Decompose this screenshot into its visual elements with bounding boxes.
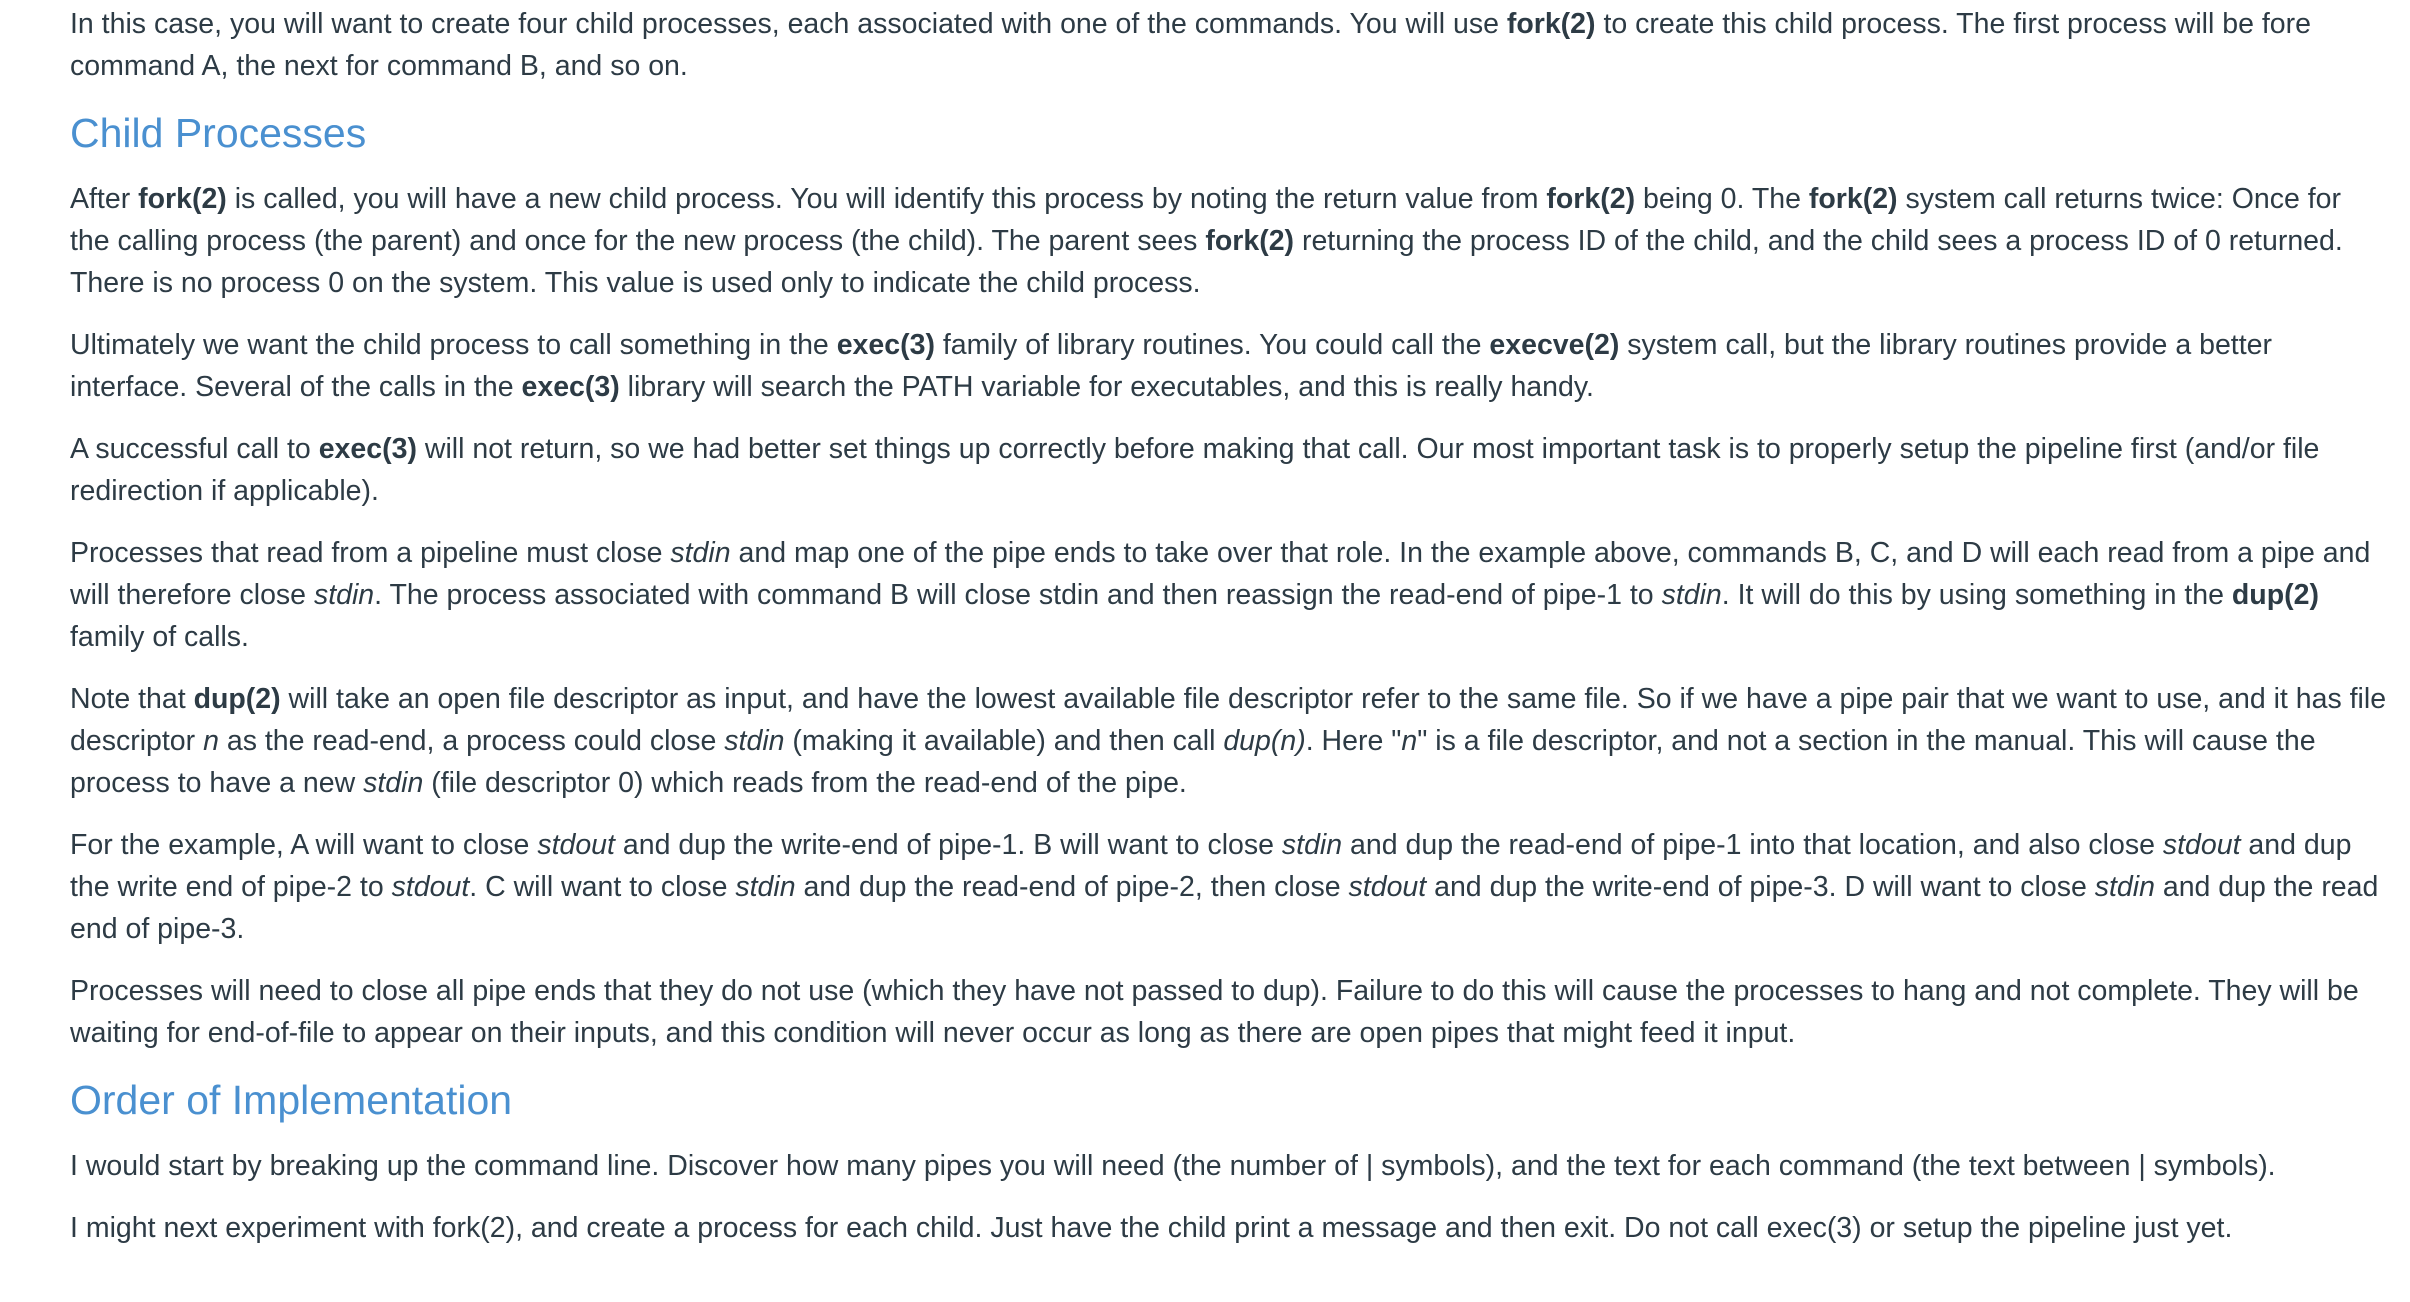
italic-term: n — [1401, 725, 1418, 757]
text-run: system call, but the library routines provide a better interface. Several of the calls in the — [70, 329, 2272, 403]
bold-term: execve(2) — [1489, 329, 1620, 361]
text-run: being 0. The — [1635, 183, 1809, 215]
paragraph — [70, 3, 2388, 87]
text-run: . Here " — [1305, 725, 1402, 757]
paragraph — [70, 532, 2388, 658]
italic-term: stdin — [670, 537, 731, 569]
text-run: (making it available) and then call — [784, 725, 1224, 757]
text-run: family of calls. — [70, 621, 249, 653]
text-run: will not return, so we had better set things up correctly before making that call. Our most important task is to properly setup the pipeline first (and/or file redirection if applicable). — [70, 433, 2320, 507]
text-run: . C will want to close — [469, 871, 736, 903]
text-run: and dup the read-end of pipe-2, then close — [795, 871, 1349, 903]
bold-term: exec(3) — [521, 371, 620, 403]
text-run: For the example, A will want to close — [70, 829, 538, 861]
italic-term: stdin — [1661, 579, 1722, 611]
text-run: I would start by breaking up the command line. Discover how many pipes you will need (the number of | symbols), and the text for each command (the text between | symbols). — [70, 1150, 2276, 1182]
text-run: . It will do this by using something in the — [1721, 579, 2232, 611]
paragraph — [70, 1145, 2388, 1187]
text-run: Note that — [70, 683, 194, 715]
paragraph — [70, 1207, 2388, 1249]
section-heading: Child Processes — [70, 110, 367, 156]
text-run: family of library routines. You could call the — [934, 329, 1490, 361]
italic-term: stdin — [735, 871, 796, 903]
bold-term: fork(2) — [138, 183, 227, 215]
italic-term: stdout — [1348, 871, 1427, 903]
text-run: system call returns twice: Once for the calling process (the parent) and once for the new process (the child). The parent sees — [70, 183, 2342, 257]
text-run: Ultimately we want the child process to call something in the — [70, 329, 837, 361]
bold-term: dup(2) — [193, 683, 281, 715]
paragraph — [70, 324, 2388, 408]
text-run: library will search the PATH variable for executables, and this is really handy. — [619, 371, 1594, 403]
bold-term: fork(2) — [1205, 225, 1295, 257]
bold-term: dup(2) — [2231, 579, 2319, 611]
text-run: and dup the write-end of pipe-1. B will want to close — [614, 829, 1282, 861]
text-run: I might next experiment with fork(2), and create a process for each child. Just have the child print a message and then exit. Do not call exec(3) or setup the pipeline just yet. — [70, 1212, 2233, 1244]
bold-term: exec(3) — [836, 329, 935, 361]
paragraph — [70, 428, 2388, 512]
paragraph — [70, 178, 2388, 304]
text-run: A successful call to — [70, 433, 319, 465]
text-run: . The process associated with command B will close stdin and then reassign the read-end of pipe-1 to — [374, 579, 1662, 611]
text-run: as the read-end, a process could close — [218, 725, 725, 757]
italic-term: stdout — [2162, 829, 2241, 861]
italic-term: n — [203, 725, 219, 757]
text-run: and dup the read-end of pipe-1 into that location, and also close — [1342, 829, 2163, 861]
italic-term: stdin — [724, 725, 785, 757]
bold-term: fork(2) — [1546, 183, 1636, 215]
section-heading: Order of Implementation — [70, 1077, 513, 1123]
text-run: In this case, you will want to create four child processes, each associated with one of the commands. You will use — [70, 8, 1507, 40]
paragraph — [70, 970, 2388, 1054]
text-run: After — [70, 183, 139, 215]
italic-term: stdin — [2094, 871, 2155, 903]
text-run: " is a file descriptor, and not a section in the manual. This will cause the process to have a new — [70, 725, 2316, 799]
bold-term: fork(2) — [1808, 183, 1898, 215]
paragraph — [70, 824, 2388, 950]
italic-term: stdout — [391, 871, 470, 903]
text-run: and dup the write end of pipe-2 to — [70, 829, 2352, 903]
text-run: to create this child process. The first process will be fore command A, the next for command B, and so on. — [70, 8, 2311, 82]
text-run: and dup the write-end of pipe-3. D will want to close — [1426, 871, 2095, 903]
paragraph — [70, 678, 2388, 804]
text-run: will take an open file descriptor as input, and have the lowest available file descriptor refer to the same file. So if we have a pipe pair that we want to use, and it has file descriptor — [70, 683, 2387, 757]
italic-term: stdin — [313, 579, 375, 611]
bold-term: fork(2) — [1506, 8, 1596, 40]
text-run: is called, you will have a new child process. You will identify this process by noting the return value from — [226, 183, 1547, 215]
text-run: and map one of the pipe ends to take over that role. In the example above, commands B, C, and D will each read from a pipe and will therefore close — [70, 537, 2371, 611]
italic-term: stdin — [363, 767, 424, 799]
italic-term: stdin — [1281, 829, 1343, 861]
text-run: returning the process ID of the child, and the child sees a process ID of 0 returned. There is no process 0 on the system. This value is used only to indicate the child process. — [70, 225, 2343, 299]
text-run: Processes will need to close all pipe ends that they do not use (which they have not passed to dup). Failure to do this will cause the processes to hang and not complete. They will be waiting for end-of-file to appear on their inputs, and this condition will never occur as long as there are open pipes that might feed it input. — [70, 975, 2359, 1049]
text-run: (file descriptor 0) which reads from the read-end of the pipe. — [423, 767, 1187, 799]
text-run: and dup the read end of pipe-3. — [70, 871, 2379, 945]
bold-term: exec(3) — [318, 433, 417, 465]
document-body — [70, 0, 2388, 1269]
italic-term: dup(n) — [1223, 725, 1306, 757]
text-run: Processes that read from a pipeline must close — [70, 537, 671, 569]
italic-term: stdout — [537, 829, 615, 861]
